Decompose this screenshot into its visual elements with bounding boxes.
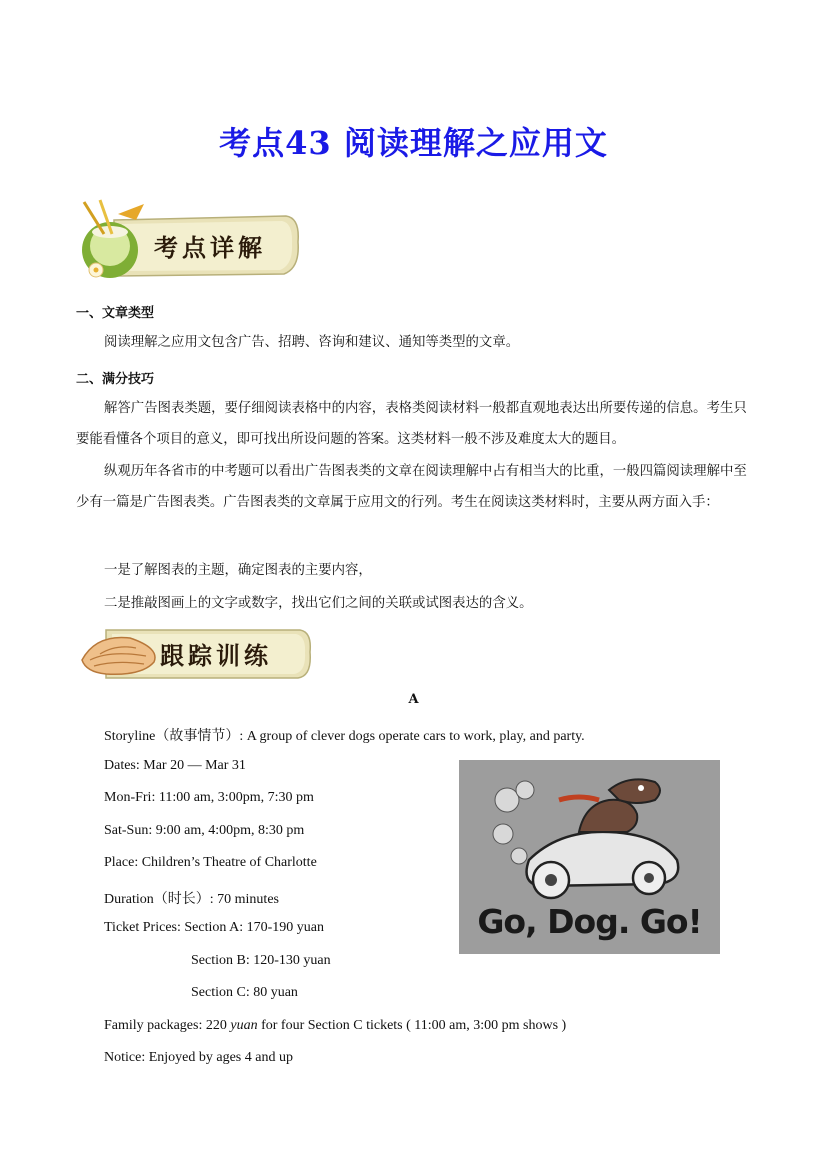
family-package-line bbox=[104, 1018, 566, 1034]
article-type-text: 阅读理解之应用文包含广告、招聘、咨询和建议、通知等类型的文章。 bbox=[104, 335, 520, 350]
dates-line: Dates: Mar 20 — Mar 31 bbox=[104, 758, 246, 773]
poster-image bbox=[459, 760, 720, 954]
place-line: Place: Children’s Theatre of Charlotte bbox=[104, 855, 317, 870]
section-banner-practice bbox=[76, 620, 312, 684]
family-package-pre: Family packages: 220 bbox=[104, 1018, 231, 1033]
weekday-times-line: Mon-Fri: 11:00 am, 3:00pm, 7:30 pm bbox=[104, 790, 314, 805]
banner-label-detail: 考点详解 bbox=[154, 234, 266, 262]
page-title: 考点43 阅读理解之应用文 bbox=[219, 124, 608, 162]
skills-paragraph-1: 解答广告图表类题，要仔细阅读表格中的内容，表格类阅读材料一般都直观地表达出所要传递的信息。考生只要能看懂各个项目的意义，即可找出所设问题的答案。这类材料一般不涉及难度太大的题目。 bbox=[76, 401, 747, 447]
ticket-section-a-line: Ticket Prices: Section A: 170-190 yuan bbox=[104, 920, 324, 935]
ticket-section-c-line: Section C: 80 yuan bbox=[191, 985, 298, 1000]
skills-point-1: 一是了解图表的主题，确定图表的主要内容， bbox=[104, 563, 372, 578]
duration-line: Duration（时长）: 70 minutes bbox=[104, 892, 279, 907]
family-package-yuan: yuan bbox=[230, 1018, 258, 1033]
section-banner-detail bbox=[74, 198, 300, 282]
banner-label-practice: 跟踪训练 bbox=[160, 642, 272, 670]
ticket-section-b-line: Section B: 120-130 yuan bbox=[191, 953, 331, 968]
skills-point-2: 二是推敲图画上的文字或数字，找出它们之间的关联或试图表达的含义。 bbox=[104, 596, 533, 611]
passage-label: A bbox=[408, 692, 419, 707]
weekend-times-line: Sat-Sun: 9:00 am, 4:00pm, 8:30 pm bbox=[104, 823, 305, 838]
poster-caption: Go, Dog. Go! bbox=[477, 902, 702, 941]
heading-skills: 二、满分技巧 bbox=[76, 372, 155, 387]
skills-paragraph-2: 纵观历年各省市的中考题可以看出广告图表类的文章在阅读理解中占有相当大的比重，一般四篇阅读理解中至少有一篇是广告图表类。广告图表类的文章属于应用文的行列。考生在阅读这类材料时，主要从两方面入手： bbox=[76, 464, 747, 510]
family-package-post: for four Section C tickets ( 11:00 am, 3:00 pm shows ) bbox=[257, 1018, 567, 1033]
notice-line: Notice: Enjoyed by ages 4 and up bbox=[104, 1050, 293, 1065]
storyline-line: Storyline（故事情节）: A group of clever dogs operate cars to work, play, and party. bbox=[104, 729, 585, 744]
heading-article-type: 一、文章类型 bbox=[76, 306, 155, 321]
